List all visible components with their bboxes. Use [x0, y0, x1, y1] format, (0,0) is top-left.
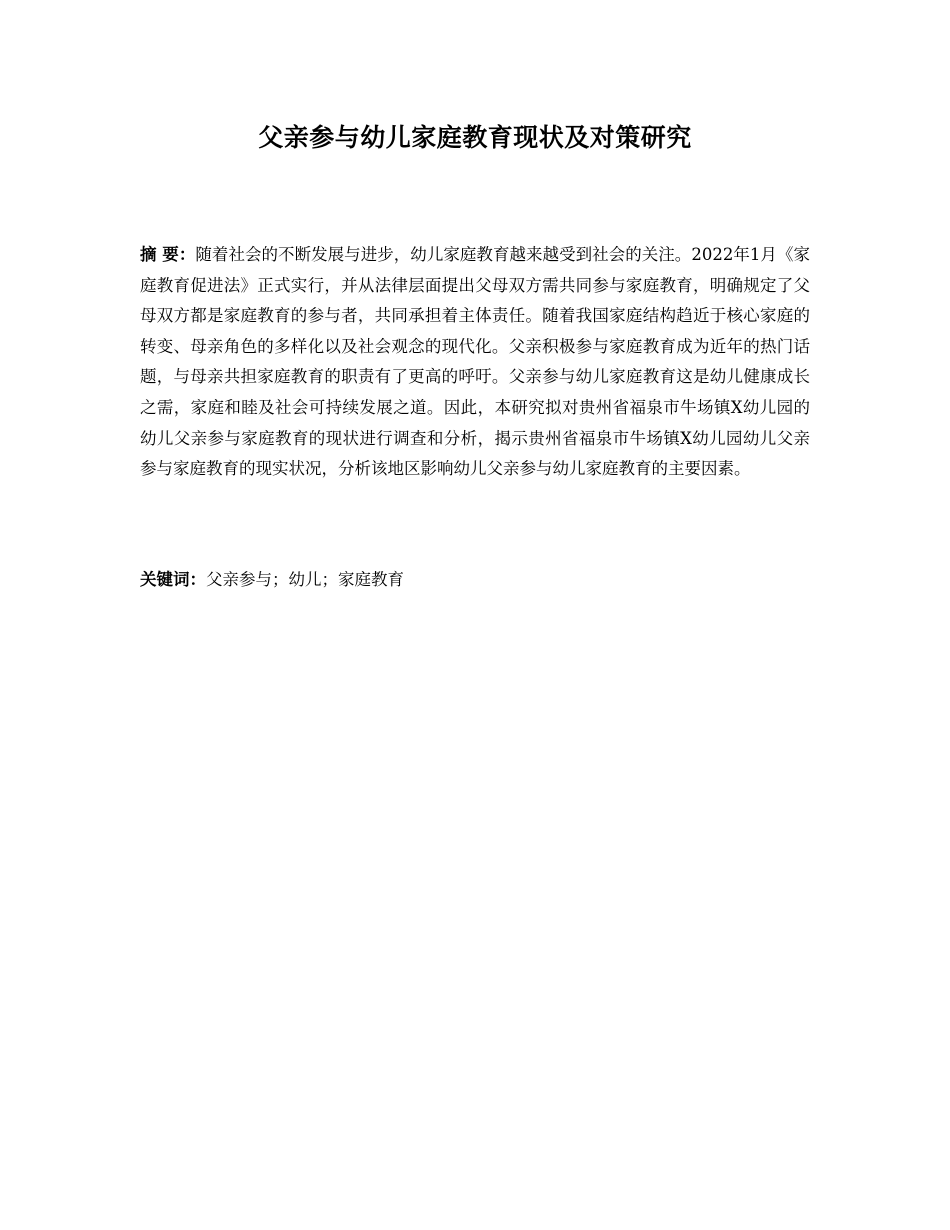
abstract-text: 随着社会的不断发展与进步，幼儿家庭教育越来越受到社会的关注。2022年1月《家庭教育促进法》正式实行，并从法律层面提出父母双方需共同参与家庭教育，明确规定了父母双方都是家庭教育的参与者，共同承担着主体责任。随着我国家庭结构趋近于核心家庭的转变、母亲角色的多样化以及社会观念的现代化。父亲积极参与家庭教育成为近年的热门话题，与母亲共担家庭教育的职责有了更高的呼吁。父亲参与幼儿家庭教育这是幼儿健康成长之需，家庭和睦及社会可持续发展之道。因此，本研究拟对贵州省福泉市牛场镇X幼儿园的幼儿父亲参与家庭教育的现状进行调查和分析，揭示贵州省福泉市牛场镇X幼儿园幼儿父亲参与家庭教育的现实状况，分析该地区影响幼儿父亲参与幼儿家庭教育的主要因素。: [140, 245, 810, 479]
keywords-line: [140, 565, 810, 595]
keywords-label: 关键词：: [140, 570, 206, 589]
paper-title: 父亲参与幼儿家庭教育现状及对策研究: [258, 123, 692, 152]
abstract-paragraph: [140, 240, 810, 485]
keywords-text: 父亲参与；幼儿；家庭教育: [206, 570, 404, 589]
abstract-label: 摘 要：: [140, 245, 196, 264]
